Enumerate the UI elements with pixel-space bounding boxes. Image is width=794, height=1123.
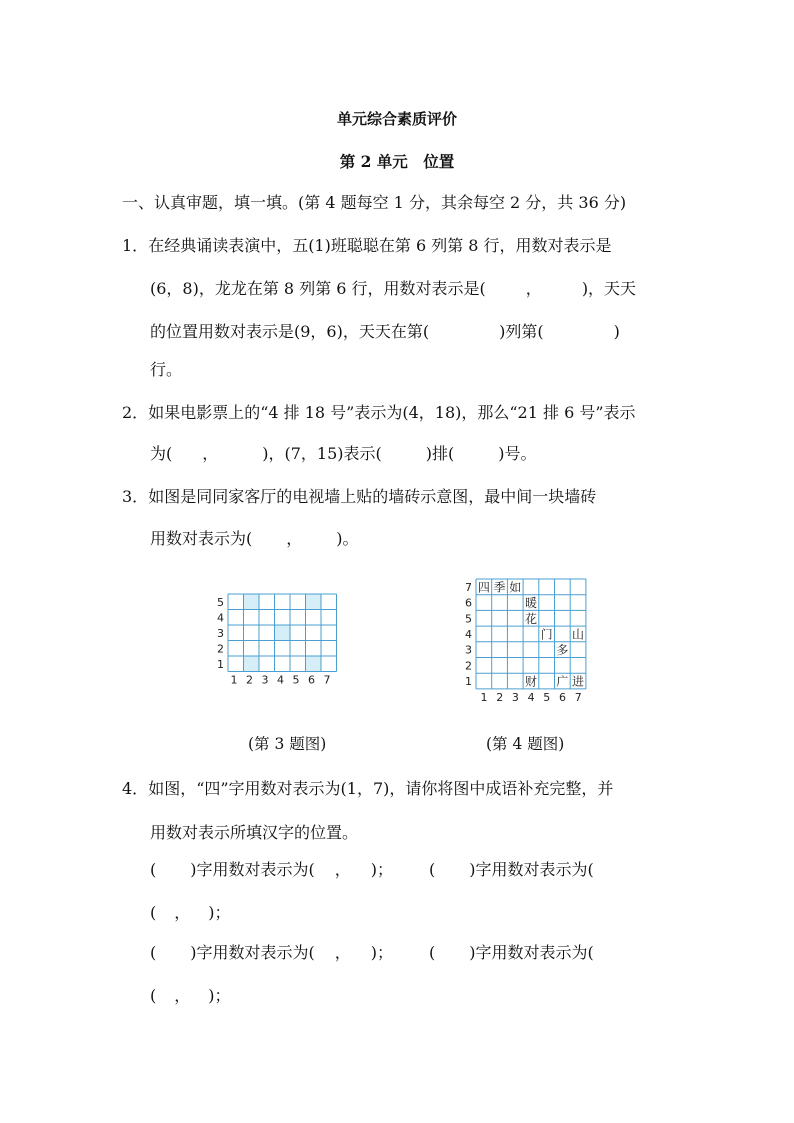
question-text: 行。 [150, 360, 183, 379]
x-axis-label: 1 [230, 673, 238, 687]
x-axis-label: 4 [527, 690, 535, 704]
question-text: 在经典诵读表演中，五(1)班聪聪在第 6 列第 8 行，用数对表示是 [148, 236, 612, 255]
y-axis-label: 3 [465, 643, 472, 657]
section-heading: 一、认真审题，填一填。(第 4 题每空 1 分，其余每空 2 分，共 36 分) [122, 193, 627, 212]
question-4-answer-row-2 [150, 940, 594, 963]
x-axis-label: 5 [292, 673, 300, 687]
question-text: 的位置用数对表示是(9，6)，天天在第( [150, 322, 430, 341]
x-axis-label: 2 [246, 673, 253, 687]
comma: ， [334, 943, 351, 962]
question-number: 3． [122, 487, 149, 506]
grid-character: 暖 [524, 596, 537, 611]
grid-character: 多 [556, 643, 569, 658]
question-text: 如图，“四”字用数对表示为(1，7)，请你将图中成语补充完整，并 [148, 779, 614, 798]
question-text: )； [370, 860, 394, 879]
y-axis-label: 7 [465, 580, 472, 594]
question-number: 4． [122, 779, 149, 798]
shaded-tile [244, 656, 260, 672]
question-text: 用数对表示所填汉字的位置。 [150, 823, 359, 842]
y-axis-label: 1 [217, 657, 224, 671]
grid-character: 财 [524, 674, 537, 689]
figure-4-caption: (第 4 题图) [486, 735, 565, 753]
question-text: (6，8)，龙龙在第 8 列第 6 行，用数对表示是( [150, 279, 486, 298]
y-axis-label: 3 [217, 626, 224, 640]
x-axis-label: 2 [496, 690, 504, 704]
grid-character: 广 [556, 674, 569, 689]
comma: ， [174, 986, 191, 1005]
paren-open: ( [429, 860, 436, 879]
question-text: )，天天 [581, 279, 637, 298]
question-text: 用数对表示为( [150, 529, 253, 548]
grid-character: 门 [540, 627, 553, 642]
y-axis-label: 4 [465, 627, 472, 641]
question-number: 2． [122, 403, 149, 422]
grid-character: 山 [572, 627, 585, 642]
question-text: )字用数对表示为( [190, 860, 315, 879]
shaded-tile [244, 594, 260, 610]
question-text: )号。 [498, 444, 537, 463]
question-1-line-1 [122, 233, 612, 256]
question-text: )； [208, 903, 231, 922]
figure-3-tile-grid [210, 588, 350, 690]
y-axis-label: 5 [217, 595, 224, 609]
question-1-line-2 [150, 276, 636, 299]
shaded-tile [306, 594, 322, 610]
paren-open: ( [150, 860, 157, 879]
shaded-tile [275, 625, 291, 641]
grid-character: 四 [477, 580, 490, 595]
question-3-line-2 [150, 526, 359, 549]
grid-character: 进 [572, 674, 585, 689]
x-axis-label: 7 [574, 690, 582, 704]
question-2-line-1 [122, 400, 636, 423]
x-axis-label: 7 [323, 673, 331, 687]
x-axis-label: 4 [277, 673, 284, 687]
comma: ， [286, 529, 303, 548]
question-number: 1． [122, 236, 149, 255]
paren-open: ( [150, 986, 157, 1005]
question-1-line-3 [150, 319, 620, 342]
grid-character: 季 [493, 580, 506, 595]
figure-4-character-grid [456, 574, 596, 708]
x-axis-label: 5 [543, 690, 551, 704]
question-text: )列第( [499, 322, 544, 341]
y-axis-label: 4 [217, 611, 224, 625]
question-text: )； [208, 986, 231, 1005]
question-text: )字用数对表示为( [469, 860, 594, 879]
question-text: 如图是同同家客厅的电视墙上贴的墙砖示意图，最中间一块墙砖 [148, 487, 597, 506]
paren-close: ) [613, 322, 620, 341]
question-4-answer-row-1 [150, 857, 594, 880]
question-text: )字用数对表示为( [190, 943, 315, 962]
question-2-line-2 [150, 441, 537, 464]
question-4-answer-row-2-cont [150, 983, 231, 1006]
page-title: 单元综合素质评价 [336, 110, 457, 128]
y-axis-label: 5 [465, 612, 472, 626]
question-text: )，(7，15)表示( [262, 444, 382, 463]
x-axis-label: 1 [480, 690, 488, 704]
x-axis-label: 3 [261, 673, 269, 687]
question-4-line-1 [122, 776, 613, 799]
question-1-line-4 [150, 357, 182, 380]
unit-subtitle: 第 2 单元 位置 [339, 152, 455, 171]
y-axis-label: 6 [465, 596, 472, 610]
x-axis-label: 3 [511, 690, 519, 704]
comma: ， [525, 279, 542, 298]
grid-character: 花 [524, 611, 537, 626]
paren-open: ( [150, 943, 157, 962]
question-3-line-1 [122, 484, 596, 507]
paren-open: ( [429, 943, 436, 962]
shaded-tile [306, 656, 322, 672]
question-text: 如果电影票上的“4 排 18 号”表示为(4，18)，那么“21 排 6 号”表示 [148, 403, 636, 422]
question-text: )； [370, 943, 394, 962]
question-text: )排( [425, 444, 455, 463]
question-text: )字用数对表示为( [469, 943, 594, 962]
y-axis-label: 1 [465, 675, 472, 689]
question-4-answer-row-1-cont [150, 900, 231, 923]
grid-character: 如 [509, 580, 522, 595]
paren-open: ( [150, 903, 157, 922]
figure-3-caption: (第 3 题图) [248, 735, 327, 753]
comma: ， [334, 860, 351, 879]
x-axis-label: 6 [308, 673, 315, 687]
comma: ， [202, 444, 219, 463]
y-axis-label: 2 [465, 659, 472, 673]
question-text: )。 [336, 529, 359, 548]
question-4-line-2 [150, 820, 358, 843]
y-axis-label: 2 [217, 642, 224, 656]
question-text: 为( [150, 444, 173, 463]
x-axis-label: 6 [559, 690, 566, 704]
comma: ， [174, 903, 191, 922]
